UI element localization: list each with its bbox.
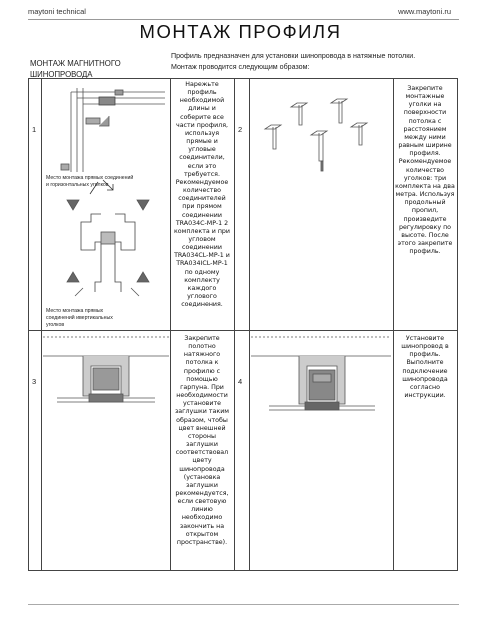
- section-title-line: ШИНОПРОВОДА: [30, 70, 93, 79]
- step-number: 3: [32, 377, 37, 386]
- section-title: [30, 58, 150, 80]
- caption-line: Место монтажа прямых: [46, 308, 104, 314]
- step-3-text: Закрепите полотно натяжного потолка к профилю с помощью гарпуна. При необходимости установите заглушки таким образом, чтобы цвет внешней стороны заглушки соответствовал цвету шинопровода (установка заглушки рекомендуется, если световую линию необходимо закончить на открытом пространстве).: [174, 335, 230, 546]
- header-website: www.maytoni.ru: [398, 7, 451, 16]
- column-divider: [393, 79, 394, 570]
- section-title-line: МОНТАЖ МАГНИТНОГО: [30, 59, 121, 68]
- step-1-caption-top: [46, 175, 133, 189]
- caption-line: и горизонтальных уголков: [46, 182, 109, 188]
- column-divider: [234, 79, 235, 570]
- step-4-illustration: [251, 332, 391, 568]
- step-number: 4: [238, 377, 243, 386]
- step-2-text: Закрепите монтажные уголки на поверхности потолка с расстоянием между ними равным ширине профиля. Рекомендуемое количество уголков: три комплекта на два метра. Используя продольный пропил, произведите регулировку по высоте. После этого закрепите профиль.: [395, 85, 455, 256]
- step-1-text: Нарежьте профиль необходимой длины и соберите все части профиля, используя прямые и угловые соединители, если это требуется. Рекомендуемое количество соединителей при прямом соединении TRA034C-MP-1 2 комплекта и при угловом соединении TRA034CL-MP-1 и TRA034ICL-MP-1 по одному комплекту каждого углового соединения.: [173, 81, 231, 309]
- row-divider: [29, 330, 457, 331]
- header-divider: [28, 19, 459, 20]
- step-4-text: Установите шинопровод в профиль. Выполните подключение шинопровода согласно инструкции.: [401, 335, 449, 400]
- column-divider: [249, 79, 250, 570]
- header-brand: maytoni technical: [28, 7, 86, 16]
- step-1-illustration: [43, 82, 169, 328]
- page-title: МОНТАЖ ПРОФИЛЯ: [139, 21, 342, 42]
- steps-table: [28, 78, 458, 571]
- step-2-illustration: [251, 87, 391, 197]
- step-1-caption-bottom: [46, 308, 113, 329]
- column-divider: [41, 79, 42, 570]
- caption-line: уголков: [46, 322, 65, 328]
- intro-line: Монтаж проводится следующим образом:: [171, 63, 310, 71]
- step-number: 1: [32, 125, 37, 134]
- intro-line: Профиль предназначен для установки шинопровода в натяжные потолки.: [171, 52, 416, 60]
- step-3-illustration: [43, 332, 169, 568]
- intro-text: [171, 51, 461, 73]
- footer-divider: [28, 604, 459, 605]
- column-divider: [170, 79, 171, 570]
- caption-line: Место монтажа прямых соединений: [46, 175, 134, 181]
- caption-line: соединений ивертикальных: [46, 315, 113, 321]
- step-number: 2: [238, 125, 243, 134]
